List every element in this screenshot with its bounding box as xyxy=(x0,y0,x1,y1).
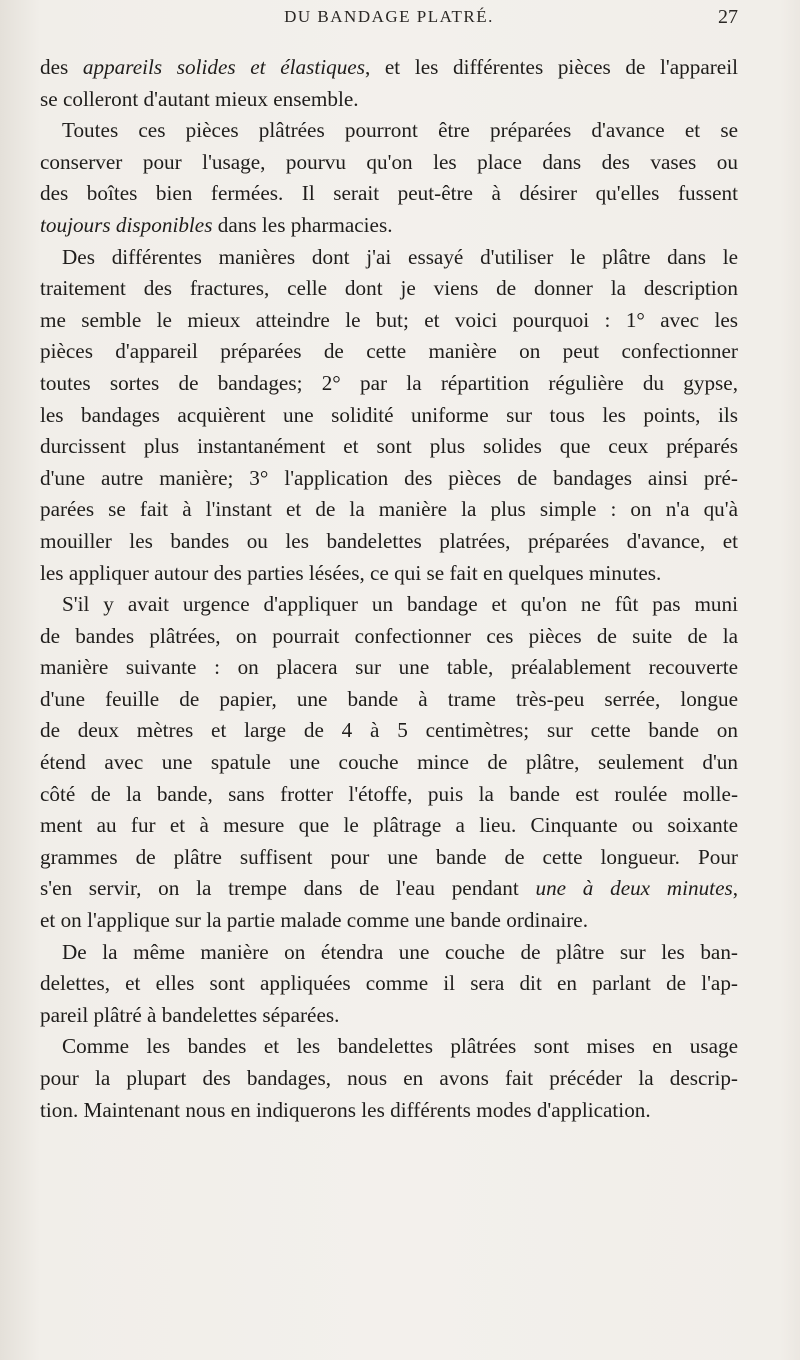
paragraph-first-line: Des différentes manières dont j'ai essayé d'utiliser le plâtre dans le xyxy=(62,244,738,269)
text-line: les bandages acquièrent une solidité uniforme sur tous les points, ils xyxy=(40,402,738,427)
text-line: pour la plupart des bandages, nous en avons fait précéder la descrip- xyxy=(40,1066,738,1090)
text-line: mouiller les bandes ou les bandelettes platrées, préparées d'avance, et xyxy=(40,528,738,553)
italic-phrase: une à deux minutes xyxy=(535,876,733,901)
italic-phrase: toujours disponibles xyxy=(40,212,213,237)
text-line: grammes de plâtre suffisent pour une bande de cette longueur. Pour xyxy=(40,844,738,869)
text-line: pareil plâtré à bandelettes séparées. xyxy=(40,1002,340,1027)
text-line: de bandes plâtrées, on pourrait confectionner ces pièces de suite de la xyxy=(40,623,738,648)
text-run: , xyxy=(732,876,739,901)
text-line: de deux mètres et large de 4 à 5 centimètres; sur cette bande on xyxy=(40,718,738,743)
page-header xyxy=(40,7,738,37)
text-line: toutes sortes de bandages; 2° par la répartition régulière du gypse, xyxy=(40,370,738,395)
text-line: et on l'applique sur la partie malade comme une bande ordinaire. xyxy=(40,908,589,933)
text-run: des xyxy=(40,55,83,79)
paragraph-first-line: S'il y avait urgence d'appliquer un bandage et qu'on ne fût pas muni xyxy=(62,592,738,617)
text-line: tion. Maintenant nous en indiquerons les différents modes d'application. xyxy=(40,1097,651,1122)
text-line: d'une autre manière; 3° l'application des pièces de bandages ainsi pré- xyxy=(40,465,738,490)
text-line: durcissent plus instantanément et sont plus solides que ceux préparés xyxy=(40,434,738,459)
page-number: 27 xyxy=(718,6,738,28)
text-line: pièces d'appareil préparées de cette manière on peut confectionner xyxy=(40,339,738,364)
text-line: des boîtes bien fermées. Il serait peut-être à désirer qu'elles fussent xyxy=(40,181,738,206)
text-line: me semble le mieux atteindre le but; et voici pourquoi : 1° avec les xyxy=(40,307,738,332)
text-run: , et les différentes pièces de l'appareil xyxy=(364,55,738,79)
text-line xyxy=(40,873,738,905)
text-line: se colleront d'autant mieux ensemble. xyxy=(40,86,359,111)
text-line: étend avec une spatule une couche mince de plâtre, seulement d'un xyxy=(40,750,738,775)
text-line: conserver pour l'usage, pourvu qu'on les place dans des vases ou xyxy=(40,149,738,174)
text-line xyxy=(40,52,738,84)
text-line: manière suivante : on placera sur une table, préalablement recouverte xyxy=(40,655,738,680)
paragraph-first-line: Comme les bandes et les bandelettes plâtrées sont mises en usage xyxy=(62,1034,738,1059)
text-line: d'une feuille de papier, une bande à trame très-peu serrée, longue xyxy=(40,686,738,711)
text-run: dans les pharmacies. xyxy=(212,212,393,237)
text-line: ment au fur et à mesure que le plâtrage a lieu. Cinquante ou soixante xyxy=(40,813,738,838)
text-line: traitement des fractures, celle dont je viens de donner la description xyxy=(40,276,738,301)
paragraph-first-line: De la même manière on étendra une couche de plâtre sur les ban- xyxy=(62,939,738,964)
text-run: s'en servir, on la trempe dans de l'eau pendant xyxy=(40,876,536,901)
paragraph-first-line: Toutes ces pièces plâtrées pourront être préparées d'avance et se xyxy=(62,118,738,143)
body-text xyxy=(40,52,738,1126)
text-line xyxy=(40,210,738,242)
text-line: côté de la bande, sans frotter l'étoffe, puis la bande est roulée molle- xyxy=(40,781,738,806)
text-line: les appliquer autour des parties lésées, ce qui se fait en quelques minutes. xyxy=(40,560,662,585)
text-line: delettes, et elles sont appliquées comme il sera dit en parlant de l'ap- xyxy=(40,971,738,996)
running-title: DU BANDAGE PLATRÉ. xyxy=(284,7,494,26)
text-line: parées se fait à l'instant et de la manière la plus simple : on n'a qu'à xyxy=(40,497,738,522)
italic-phrase: appareils solides et élastiques xyxy=(82,55,365,79)
